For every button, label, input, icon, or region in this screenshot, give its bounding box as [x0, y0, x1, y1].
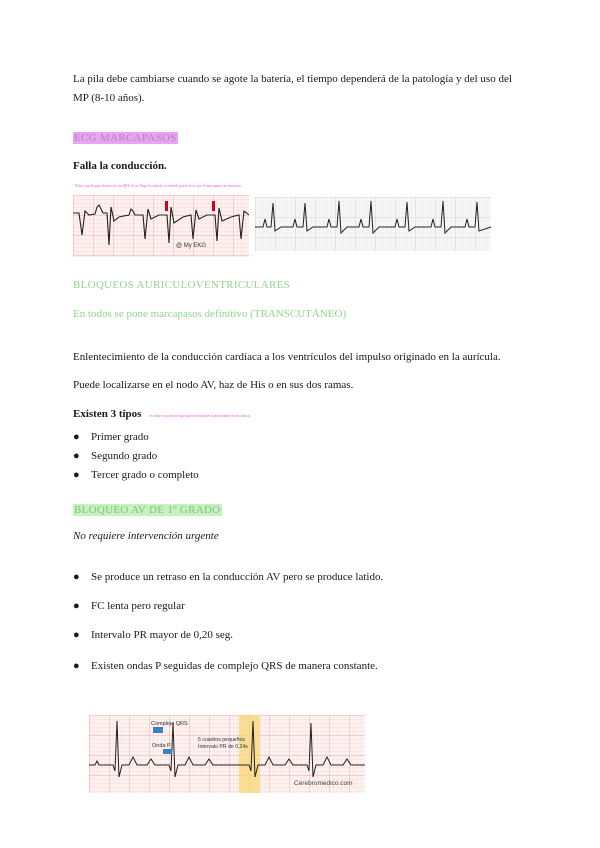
list-item: ● Segundo grado: [73, 450, 158, 462]
tipos-tiny-note: en todos se pone un marcapasos definitivo (transcutáneo en la clínica): [149, 414, 251, 418]
qrs-label: Complejo QRS: [151, 721, 188, 727]
list-item: ● FC lenta pero regular: [73, 600, 185, 612]
p-wave-label: Onda P: [152, 743, 171, 749]
bloqueos-paragraph-2: Puede localizarse en el nodo AV, haz de His o en sus dos ramas.: [73, 379, 354, 391]
pr-label-line-1: 5 cuadros pequeños: [198, 737, 246, 743]
pr-label-line-2: Intervalo PR de 0,24s: [198, 744, 248, 750]
intro-line-2: MP (8-10 años).: [73, 92, 145, 104]
tipos-label: Existen 3 tipos: [73, 408, 142, 420]
bloqueos-note: En todos se pone marcapasos definitivo (TRANSCUTÁNEO): [73, 308, 347, 320]
p-wave-arrow-icon: [163, 749, 172, 754]
ecg-marcapasos-heading: ECG MARCAPASOS: [74, 132, 177, 144]
pacer-spike-marker: [212, 201, 215, 211]
strip-credit: @ My EKG: [176, 243, 207, 249]
list-item: ● Primer grado: [73, 431, 149, 443]
pr-interval-highlight: [239, 715, 260, 793]
tipos-row: [73, 404, 250, 422]
pacer-spike-marker: [165, 201, 168, 211]
list-item: ● Intervalo PR mayor de 0,20 seg.: [73, 629, 234, 641]
ecg-pacemaker-strip: [73, 195, 249, 257]
ecg-paced-strip: [255, 197, 491, 251]
marcapasos-tiny-note: Pulsos que llegan al músculo sin QRS. Si no llega la onda de actividad, quiere decir que el marcapasos no funciona.: [75, 184, 242, 188]
list-item: ● Se produce un retraso en la conducción AV pero se produce latido.: [73, 571, 384, 583]
ecg-av-block-figure: [89, 715, 365, 793]
bloqueos-heading: BLOQUEOS AURICULOVENTRICULARES: [73, 279, 291, 291]
bloqueos-paragraph-1: Enlentecimiento de la conducción cardíaca a los ventrículos del impulso originado en la aurícula.: [73, 351, 501, 363]
watermark: Cerebromedico.com: [294, 780, 353, 787]
no-urgente-note: No requiere intervención urgente: [73, 530, 219, 542]
intro-line-1: La pila debe cambiarse cuando se agote la batería, el tiempo dependerá de la patología y del uso del: [73, 73, 512, 85]
list-item: ● Tercer grado o completo: [73, 469, 199, 481]
falla-conduccion-heading: Falla la conducción.: [73, 160, 167, 172]
bloqueo-av-1-heading: BLOQUEO AV DE 1º GRADO: [74, 504, 221, 516]
list-item: ● Existen ondas P seguidas de complejo QRS de manera constante.: [73, 660, 378, 672]
qrs-arrow-icon: [153, 727, 163, 733]
